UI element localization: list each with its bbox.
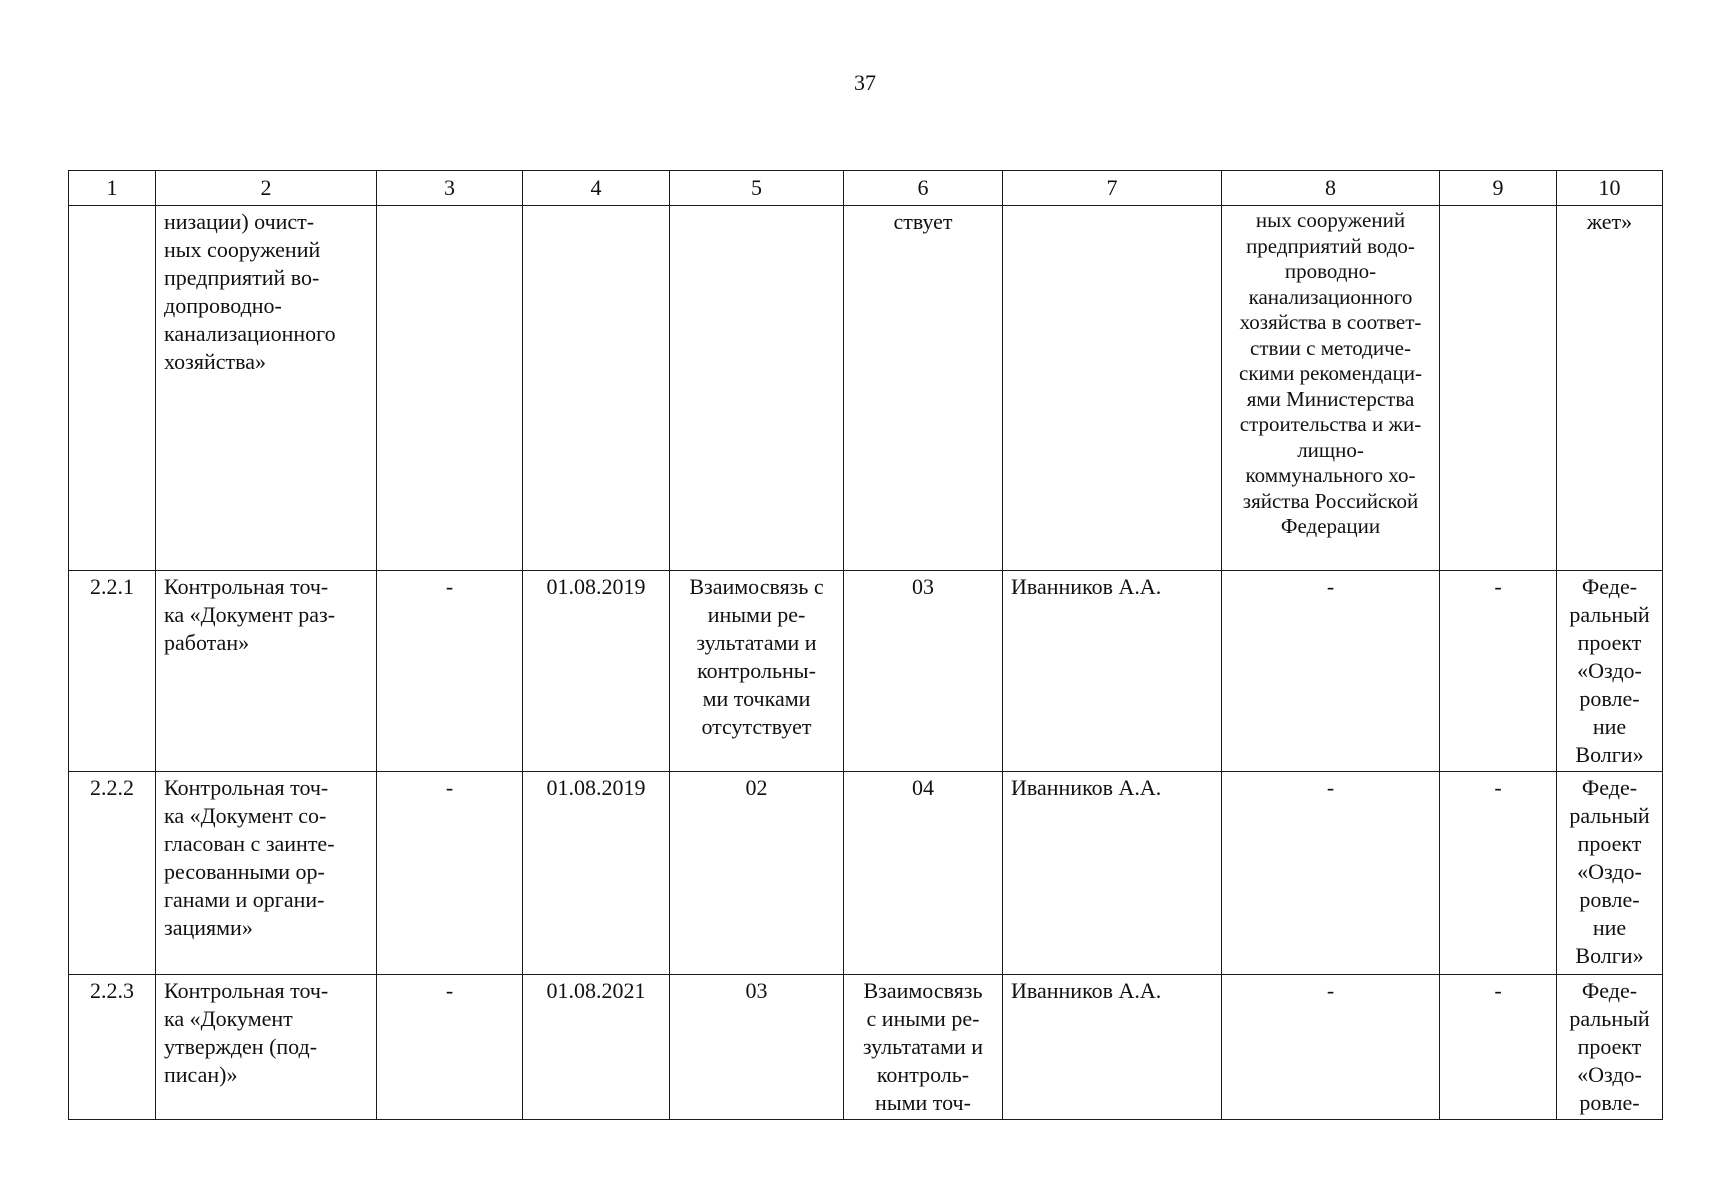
cell-col5: 03 (670, 975, 844, 1120)
cell-col3: - (377, 571, 523, 772)
cell-number: 2.2.3 (69, 975, 156, 1120)
cell-col6: Взаимосвязь с иными ре- зультатами и контроль- ными точ- (844, 975, 1003, 1120)
cell-col8: ных сооружений предприятий водо- проводно- канализационного хозяйства в соответ- ствии с методиче- скими рекомендаци- ями Министерства строительства и жи- лищно- коммунального хо- зяйства Российской Федерации (1222, 206, 1440, 571)
header-cell-2: 2 (156, 171, 377, 206)
cell-number (69, 206, 156, 571)
header-cell-9: 9 (1440, 171, 1557, 206)
cell-col5 (670, 206, 844, 571)
cell-col9: - (1440, 772, 1557, 975)
cell-col6: 04 (844, 772, 1003, 975)
cell-date (523, 206, 670, 571)
header-cell-3: 3 (377, 171, 523, 206)
header-cell-5: 5 (670, 171, 844, 206)
table-row (69, 571, 1663, 772)
cell-col9: - (1440, 571, 1557, 772)
table-row (69, 206, 1663, 571)
header-row (69, 171, 1663, 206)
document-table (68, 170, 1663, 1120)
cell-date: 01.08.2019 (523, 571, 670, 772)
cell-col10: Феде- ральный проект «Оздо- ровле- ние Волги» (1557, 571, 1663, 772)
cell-col9 (1440, 206, 1557, 571)
cell-date: 01.08.2021 (523, 975, 670, 1120)
cell-col5: 02 (670, 772, 844, 975)
cell-col5: Взаимосвязь с иными ре- зультатами и контрольны- ми точками отсутствует (670, 571, 844, 772)
cell-col3: - (377, 772, 523, 975)
cell-number: 2.2.1 (69, 571, 156, 772)
cell-responsible (1003, 206, 1222, 571)
cell-col8: - (1222, 571, 1440, 772)
cell-name: низации) очист- ных сооружений предприятий во- допроводно- канализационного хозяйства» (156, 206, 377, 571)
cell-responsible: Иванников А.А. (1003, 571, 1222, 772)
cell-number: 2.2.2 (69, 772, 156, 975)
header-cell-1: 1 (69, 171, 156, 206)
cell-date: 01.08.2019 (523, 772, 670, 975)
cell-col3 (377, 206, 523, 571)
cell-col10: Феде- ральный проект «Оздо- ровле- (1557, 975, 1663, 1120)
cell-col6: 03 (844, 571, 1003, 772)
cell-col9: - (1440, 975, 1557, 1120)
cell-col6: ствует (844, 206, 1003, 571)
cell-responsible: Иванников А.А. (1003, 772, 1222, 975)
cell-col8: - (1222, 975, 1440, 1120)
header-cell-7: 7 (1003, 171, 1222, 206)
cell-name: Контрольная точ- ка «Документ раз- работан» (156, 571, 377, 772)
cell-col10: Феде- ральный проект «Оздо- ровле- ние Волги» (1557, 772, 1663, 975)
cell-col3: - (377, 975, 523, 1120)
header-cell-8: 8 (1222, 171, 1440, 206)
cell-name: Контрольная точ- ка «Документ со- гласован с заинте- ресованными ор- ганами и органи- зациями» (156, 772, 377, 975)
page-number: 37 (854, 70, 876, 95)
cell-col10: жет» (1557, 206, 1663, 571)
cell-name: Контрольная точ- ка «Документ утвержден (под- писан)» (156, 975, 377, 1120)
cell-col8: - (1222, 772, 1440, 975)
cell-responsible: Иванников А.А. (1003, 975, 1222, 1120)
header-cell-6: 6 (844, 171, 1003, 206)
header-cell-10: 10 (1557, 171, 1663, 206)
table-row (69, 772, 1663, 975)
header-cell-4: 4 (523, 171, 670, 206)
table-row (69, 975, 1663, 1120)
